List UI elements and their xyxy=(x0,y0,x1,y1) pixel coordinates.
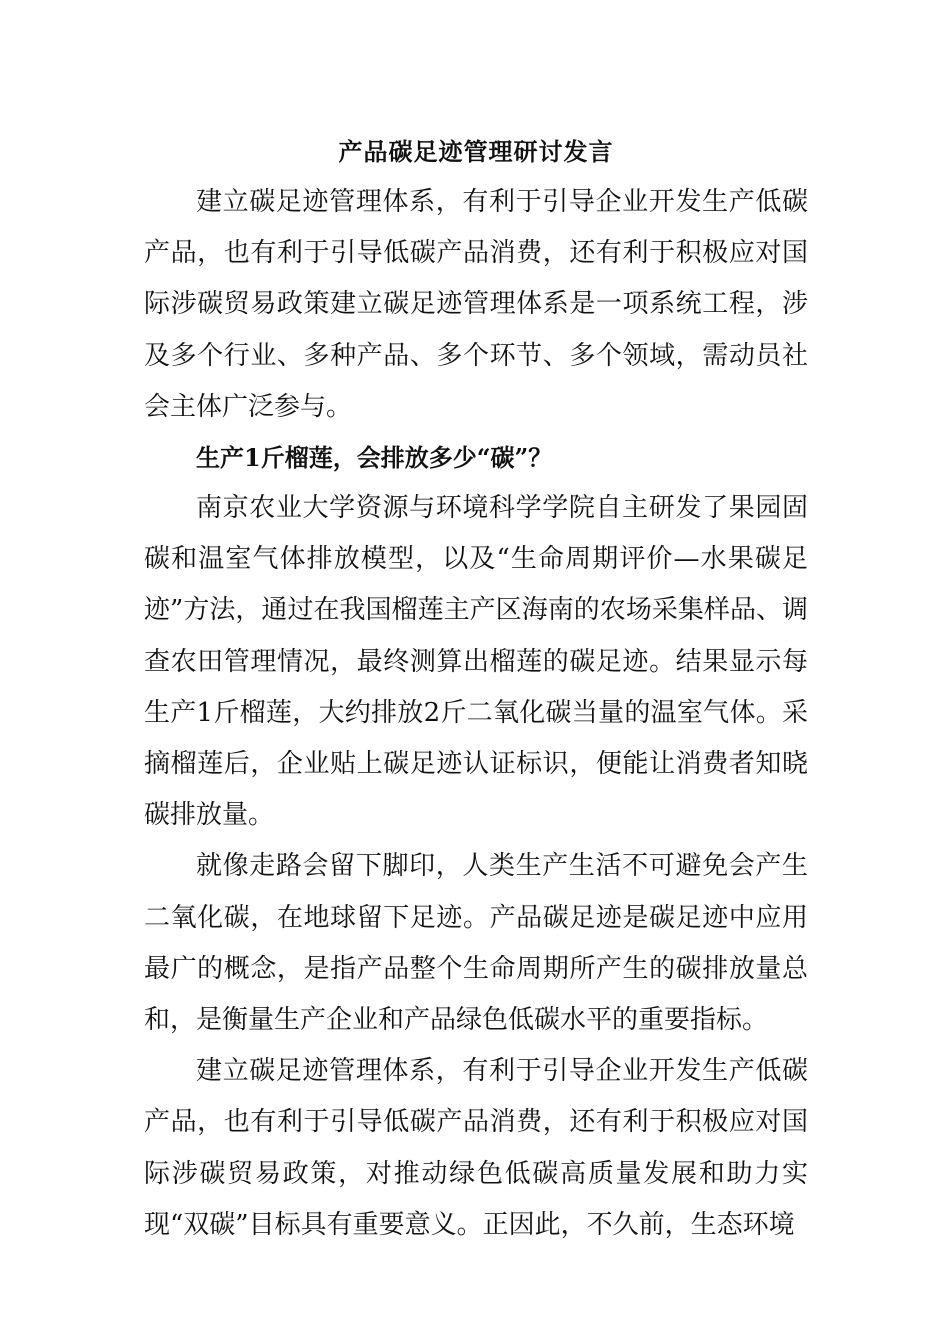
paragraph-footprint-concept: 就像走路会留下脚印，人类生产生活不可避免会产生二氧化碳，在地球留下足迹。产品碳足迹是碳足迹中应用最广的概念，是指产品整个生命周期所产生的碳排放量总和，是衡量生产企业和产品绿色低碳水平的重要指标。 xyxy=(144,851,808,1036)
document-page xyxy=(144,127,808,1251)
paragraph-durian-study: 南京农业大学资源与环境科学学院自主研发了果园固碳和温室气体排放模型，以及“生命周期评价—水果碳足迹”方法，通过在我国榴莲主产区海南的农场采集样品、调查农田管理情况，最终测算出榴莲的碳足迹。结果显示每生产1斤榴莲，大约排放2斤二氧化碳当量的温室气体。采摘榴莲后，企业贴上碳足迹认证标识，便能让消费者知晓碳排放量。 xyxy=(144,493,808,831)
paragraph-intro: 建立碳足迹管理体系，有利于引导企业开发生产低碳产品，也有利于引导低碳产品消费，还有利于积极应对国际涉碳贸易政策建立碳足迹管理体系是一项系统工程，涉及多个行业、多种产品、多个环节、多个领域，需动员社会主体广泛参与。 xyxy=(144,187,808,422)
section-heading: 生产1斤榴莲，会排放多少“碳”？ xyxy=(196,443,553,473)
paragraph-management-system: 建立碳足迹管理体系，有利于引导企业开发生产低碳产品，也有利于引导低碳产品消费，还有利于积极应对国际涉碳贸易政策，对推动绿色低碳高质量发展和助力实现“双碳”目标具有重要意义。正因此，不久前，生态环境 xyxy=(144,1056,808,1240)
document-title: 产品碳足迹管理研讨发言 xyxy=(338,137,614,166)
